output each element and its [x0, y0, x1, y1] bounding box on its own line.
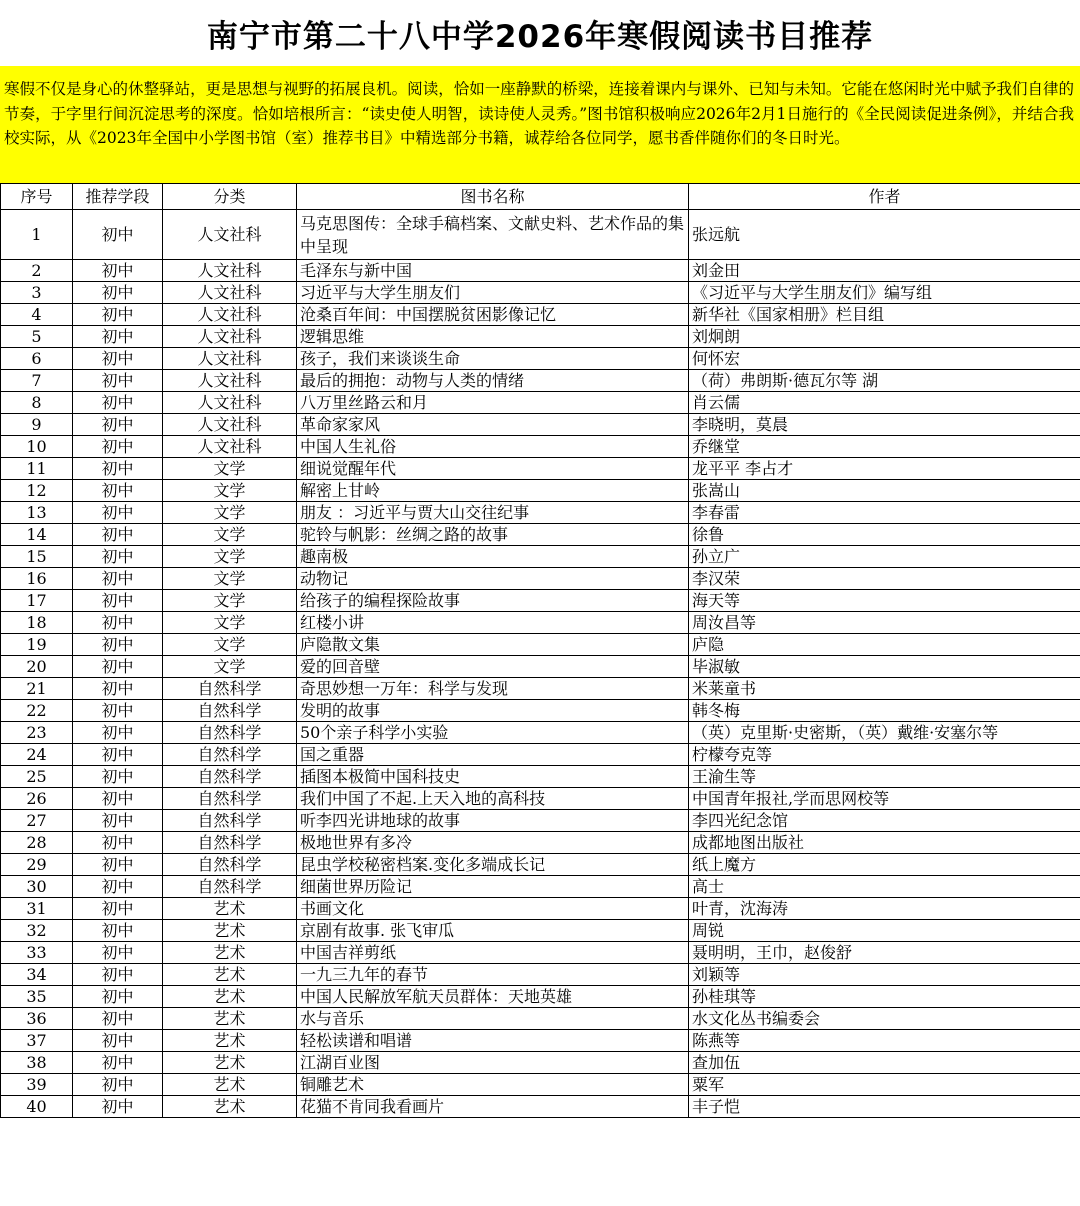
row-index: 4	[1, 304, 73, 326]
row-stage: 初中	[73, 832, 163, 854]
row-book-title: 给孩子的编程探险故事	[297, 590, 689, 612]
row-index: 38	[1, 1052, 73, 1074]
row-stage: 初中	[73, 546, 163, 568]
row-book-title: 爱的回音壁	[297, 656, 689, 678]
row-index: 40	[1, 1096, 73, 1118]
row-category: 艺术	[163, 1096, 297, 1118]
row-category: 自然科学	[163, 744, 297, 766]
row-index: 21	[1, 678, 73, 700]
row-author: 高士	[689, 876, 1080, 898]
table-row	[1, 942, 1080, 964]
row-book-title: 书画文化	[297, 898, 689, 920]
row-book-title: 听李四光讲地球的故事	[297, 810, 689, 832]
row-book-title: 细说觉醒年代	[297, 458, 689, 480]
row-stage: 初中	[73, 590, 163, 612]
row-index: 6	[1, 348, 73, 370]
table-header-row	[1, 184, 1080, 210]
row-author: 徐鲁	[689, 524, 1080, 546]
table-row	[1, 612, 1080, 634]
row-book-title: 京剧有故事. 张飞审瓜	[297, 920, 689, 942]
row-book-title: 插图本极简中国科技史	[297, 766, 689, 788]
row-stage: 初中	[73, 436, 163, 458]
row-index: 10	[1, 436, 73, 458]
row-book-title: 习近平与大学生朋友们	[297, 282, 689, 304]
row-index: 14	[1, 524, 73, 546]
row-category: 人文社科	[163, 436, 297, 458]
row-stage: 初中	[73, 260, 163, 282]
row-category: 人文社科	[163, 326, 297, 348]
row-category: 自然科学	[163, 678, 297, 700]
row-category: 人文社科	[163, 392, 297, 414]
row-index: 16	[1, 568, 73, 590]
table-row	[1, 854, 1080, 876]
table-row	[1, 876, 1080, 898]
row-stage: 初中	[73, 810, 163, 832]
table-row	[1, 634, 1080, 656]
table-row	[1, 480, 1080, 502]
table-row	[1, 502, 1080, 524]
row-index: 37	[1, 1030, 73, 1052]
row-stage: 初中	[73, 1030, 163, 1052]
row-index: 25	[1, 766, 73, 788]
row-category: 艺术	[163, 1052, 297, 1074]
table-row	[1, 832, 1080, 854]
row-author: 韩冬梅	[689, 700, 1080, 722]
table-row	[1, 964, 1080, 986]
row-category: 文学	[163, 590, 297, 612]
row-author: 柠檬夸克等	[689, 744, 1080, 766]
row-stage: 初中	[73, 678, 163, 700]
row-book-title: 国之重器	[297, 744, 689, 766]
row-stage: 初中	[73, 942, 163, 964]
row-author: 米莱童书	[689, 678, 1080, 700]
table-row	[1, 546, 1080, 568]
row-index: 32	[1, 920, 73, 942]
row-author: 《习近平与大学生朋友们》编写组	[689, 282, 1080, 304]
table-row	[1, 370, 1080, 392]
row-stage: 初中	[73, 898, 163, 920]
row-book-title: 细菌世界历险记	[297, 876, 689, 898]
table-row	[1, 458, 1080, 480]
row-category: 人文社科	[163, 260, 297, 282]
row-index: 22	[1, 700, 73, 722]
row-book-title: 50个亲子科学小实验	[297, 722, 689, 744]
intro-paragraph: 寒假不仅是身心的休整驿站，更是思想与视野的拓展良机。阅读，恰如一座静默的桥梁，连接着课内与课外、已知与未知。它能在悠闲时光中赋予我们自律的节奏，于字里行间沉淀思考的深度。恰如培根所言：“读史使人明智，读诗使人灵秀。”图书馆积极响应2026年2月1日施行的《全民阅读促进条例》，并结合我校实际，从《2023年全国中小学图书馆（室）推荐书目》中精选部分书籍，诚荐给各位同学，愿书香伴随你们的冬日时光。	[0, 66, 1080, 183]
row-index: 1	[1, 210, 73, 260]
row-stage: 初中	[73, 1074, 163, 1096]
row-book-title: 驼铃与帆影：丝绸之路的故事	[297, 524, 689, 546]
row-stage: 初中	[73, 964, 163, 986]
row-index: 17	[1, 590, 73, 612]
row-category: 文学	[163, 656, 297, 678]
row-author: 粟军	[689, 1074, 1080, 1096]
row-stage: 初中	[73, 414, 163, 436]
row-author: 毕淑敏	[689, 656, 1080, 678]
row-category: 艺术	[163, 920, 297, 942]
row-category: 人文社科	[163, 414, 297, 436]
table-row	[1, 788, 1080, 810]
row-book-title: 我们中国了不起.上天入地的高科技	[297, 788, 689, 810]
col-header-index: 序号	[1, 184, 73, 210]
row-author: （英）克里斯·史密斯，（英）戴维·安塞尔等	[689, 722, 1080, 744]
row-author: 李春雷	[689, 502, 1080, 524]
row-book-title: 孩子，我们来谈谈生命	[297, 348, 689, 370]
table-row	[1, 810, 1080, 832]
row-category: 自然科学	[163, 854, 297, 876]
row-author: 乔继堂	[689, 436, 1080, 458]
row-book-title: 最后的拥抱：动物与人类的情绪	[297, 370, 689, 392]
row-book-title: 沧桑百年间：中国摆脱贫困影像记忆	[297, 304, 689, 326]
row-category: 人文社科	[163, 210, 297, 260]
col-header-category: 分类	[163, 184, 297, 210]
row-index: 18	[1, 612, 73, 634]
row-author: 周汝昌等	[689, 612, 1080, 634]
row-book-title: 红楼小讲	[297, 612, 689, 634]
row-index: 31	[1, 898, 73, 920]
row-stage: 初中	[73, 392, 163, 414]
row-stage: 初中	[73, 480, 163, 502]
row-book-title: 朋友 ：习近平与贾大山交往纪事	[297, 502, 689, 524]
row-category: 文学	[163, 546, 297, 568]
row-author: 新华社《国家相册》栏目组	[689, 304, 1080, 326]
row-author: 孙立广	[689, 546, 1080, 568]
row-category: 艺术	[163, 1008, 297, 1030]
row-index: 24	[1, 744, 73, 766]
row-category: 艺术	[163, 1030, 297, 1052]
row-index: 39	[1, 1074, 73, 1096]
row-index: 12	[1, 480, 73, 502]
table-row	[1, 348, 1080, 370]
row-author: 何怀宏	[689, 348, 1080, 370]
table-row	[1, 524, 1080, 546]
row-book-title: 马克思图传：全球手稿档案、文献史料、艺术作品的集中呈现	[297, 210, 689, 260]
row-author: 龙平平 李占才	[689, 458, 1080, 480]
row-author: 李四光纪念馆	[689, 810, 1080, 832]
row-book-title: 铜雕艺术	[297, 1074, 689, 1096]
row-author: 肖云儒	[689, 392, 1080, 414]
row-author: 中国青年报社,学而思网校等	[689, 788, 1080, 810]
table-row	[1, 392, 1080, 414]
row-author: 李汉荣	[689, 568, 1080, 590]
row-category: 自然科学	[163, 700, 297, 722]
row-stage: 初中	[73, 722, 163, 744]
table-row	[1, 210, 1080, 260]
row-book-title: 轻松读谱和唱谱	[297, 1030, 689, 1052]
row-index: 13	[1, 502, 73, 524]
row-category: 艺术	[163, 942, 297, 964]
table-row	[1, 656, 1080, 678]
row-stage: 初中	[73, 502, 163, 524]
row-stage: 初中	[73, 1052, 163, 1074]
row-book-title: 逻辑思维	[297, 326, 689, 348]
row-author: 李晓明，莫晨	[689, 414, 1080, 436]
row-index: 27	[1, 810, 73, 832]
row-index: 3	[1, 282, 73, 304]
row-stage: 初中	[73, 282, 163, 304]
row-category: 自然科学	[163, 788, 297, 810]
row-book-title: 庐隐散文集	[297, 634, 689, 656]
row-category: 人文社科	[163, 370, 297, 392]
row-index: 26	[1, 788, 73, 810]
table-row	[1, 1074, 1080, 1096]
row-category: 艺术	[163, 964, 297, 986]
row-stage: 初中	[73, 634, 163, 656]
row-stage: 初中	[73, 656, 163, 678]
row-category: 人文社科	[163, 348, 297, 370]
row-stage: 初中	[73, 370, 163, 392]
row-author: 陈燕等	[689, 1030, 1080, 1052]
row-category: 文学	[163, 524, 297, 546]
table-row	[1, 304, 1080, 326]
row-index: 29	[1, 854, 73, 876]
row-category: 文学	[163, 612, 297, 634]
row-stage: 初中	[73, 700, 163, 722]
row-book-title: 极地世界有多冷	[297, 832, 689, 854]
book-table	[0, 183, 1080, 1118]
row-author: 王渝生等	[689, 766, 1080, 788]
row-category: 艺术	[163, 1074, 297, 1096]
row-index: 20	[1, 656, 73, 678]
row-stage: 初中	[73, 876, 163, 898]
row-book-title: 革命家家风	[297, 414, 689, 436]
row-stage: 初中	[73, 766, 163, 788]
table-row	[1, 920, 1080, 942]
row-author: 刘炯朗	[689, 326, 1080, 348]
row-book-title: 八万里丝路云和月	[297, 392, 689, 414]
row-category: 自然科学	[163, 766, 297, 788]
row-author: 聂明明，王巾，赵俊舒	[689, 942, 1080, 964]
row-category: 艺术	[163, 986, 297, 1008]
row-author: 海天等	[689, 590, 1080, 612]
row-category: 人文社科	[163, 282, 297, 304]
row-stage: 初中	[73, 326, 163, 348]
row-stage: 初中	[73, 524, 163, 546]
table-row	[1, 1052, 1080, 1074]
row-book-title: 中国人民解放军航天员群体：天地英雄	[297, 986, 689, 1008]
row-category: 自然科学	[163, 722, 297, 744]
table-row	[1, 898, 1080, 920]
row-book-title: 趣南极	[297, 546, 689, 568]
row-index: 9	[1, 414, 73, 436]
row-book-title: 中国人生礼俗	[297, 436, 689, 458]
row-book-title: 动物记	[297, 568, 689, 590]
table-row	[1, 1008, 1080, 1030]
table-row	[1, 744, 1080, 766]
row-category: 自然科学	[163, 810, 297, 832]
table-row	[1, 986, 1080, 1008]
table-row	[1, 568, 1080, 590]
row-book-title: 毛泽东与新中国	[297, 260, 689, 282]
table-row	[1, 414, 1080, 436]
row-category: 文学	[163, 568, 297, 590]
col-header-author: 作者	[689, 184, 1080, 210]
row-book-title: 水与音乐	[297, 1008, 689, 1030]
row-category: 人文社科	[163, 304, 297, 326]
row-book-title: 江湖百业图	[297, 1052, 689, 1074]
row-category: 自然科学	[163, 832, 297, 854]
row-index: 5	[1, 326, 73, 348]
col-header-title: 图书名称	[297, 184, 689, 210]
row-stage: 初中	[73, 612, 163, 634]
row-author: （荷）弗朗斯·德瓦尔等 湖	[689, 370, 1080, 392]
row-author: 庐隐	[689, 634, 1080, 656]
table-row	[1, 326, 1080, 348]
row-category: 文学	[163, 458, 297, 480]
col-header-stage: 推荐学段	[73, 184, 163, 210]
row-book-title: 发明的故事	[297, 700, 689, 722]
row-author: 张嵩山	[689, 480, 1080, 502]
row-category: 文学	[163, 502, 297, 524]
row-author: 成都地图出版社	[689, 832, 1080, 854]
row-stage: 初中	[73, 568, 163, 590]
row-stage: 初中	[73, 458, 163, 480]
row-book-title: 奇思妙想一万年：科学与发现	[297, 678, 689, 700]
row-book-title: 解密上甘岭	[297, 480, 689, 502]
row-author: 刘金田	[689, 260, 1080, 282]
table-row	[1, 436, 1080, 458]
row-stage: 初中	[73, 854, 163, 876]
row-author: 刘颖等	[689, 964, 1080, 986]
page-title: 南宁市第二十八中学2026年寒假阅读书目推荐	[206, 18, 874, 55]
row-index: 8	[1, 392, 73, 414]
row-index: 19	[1, 634, 73, 656]
row-book-title: 一九三九年的春节	[297, 964, 689, 986]
table-row	[1, 1096, 1080, 1118]
row-category: 自然科学	[163, 876, 297, 898]
row-stage: 初中	[73, 744, 163, 766]
table-row	[1, 260, 1080, 282]
row-index: 36	[1, 1008, 73, 1030]
row-stage: 初中	[73, 920, 163, 942]
row-author: 孙桂琪等	[689, 986, 1080, 1008]
row-index: 28	[1, 832, 73, 854]
row-author: 丰子恺	[689, 1096, 1080, 1118]
row-category: 艺术	[163, 898, 297, 920]
row-author: 叶青，沈海涛	[689, 898, 1080, 920]
table-row	[1, 678, 1080, 700]
table-row	[1, 282, 1080, 304]
row-category: 文学	[163, 480, 297, 502]
table-row	[1, 766, 1080, 788]
row-stage: 初中	[73, 348, 163, 370]
row-index: 35	[1, 986, 73, 1008]
row-index: 23	[1, 722, 73, 744]
row-stage: 初中	[73, 986, 163, 1008]
row-index: 33	[1, 942, 73, 964]
table-row	[1, 700, 1080, 722]
row-book-title: 中国吉祥剪纸	[297, 942, 689, 964]
row-author: 纸上魔方	[689, 854, 1080, 876]
table-row	[1, 722, 1080, 744]
table-row	[1, 590, 1080, 612]
row-stage: 初中	[73, 1096, 163, 1118]
row-category: 文学	[163, 634, 297, 656]
row-index: 30	[1, 876, 73, 898]
row-stage: 初中	[73, 304, 163, 326]
row-author: 张远航	[689, 210, 1080, 260]
row-stage: 初中	[73, 1008, 163, 1030]
row-index: 15	[1, 546, 73, 568]
row-index: 11	[1, 458, 73, 480]
row-stage: 初中	[73, 210, 163, 260]
row-index: 7	[1, 370, 73, 392]
row-book-title: 花猫不肯同我看画片	[297, 1096, 689, 1118]
row-index: 34	[1, 964, 73, 986]
row-stage: 初中	[73, 788, 163, 810]
row-author: 周锐	[689, 920, 1080, 942]
row-book-title: 昆虫学校秘密档案.变化多端成长记	[297, 854, 689, 876]
row-author: 水文化丛书编委会	[689, 1008, 1080, 1030]
row-index: 2	[1, 260, 73, 282]
table-row	[1, 1030, 1080, 1052]
row-author: 查加伍	[689, 1052, 1080, 1074]
